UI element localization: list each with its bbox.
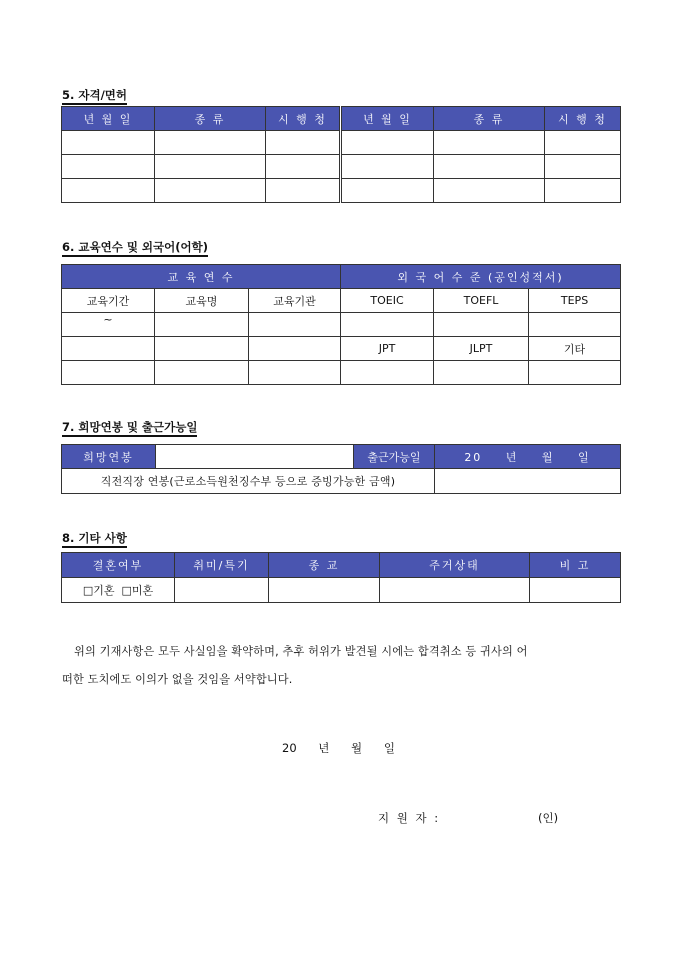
table-cell[interactable] — [62, 361, 155, 385]
table-cell[interactable] — [266, 155, 341, 179]
married-checkbox[interactable]: □기혼 — [82, 584, 115, 597]
header-remarks: 비 고 — [530, 553, 621, 578]
section-6-title: 6. 교육연수 및 외국어(어학) — [62, 240, 208, 257]
pledge-line-1: 위의 기재사항은 모두 사실임을 확약하며, 추후 허위가 발견될 시에는 합격취소 등 귀사의 어 — [74, 645, 528, 658]
start-date-field[interactable]: 20 년 월 일 — [435, 445, 621, 469]
header-residence: 주거상태 — [380, 553, 530, 578]
label-course: 교육명 — [155, 289, 249, 313]
label-jpt: JPT — [341, 337, 434, 361]
table-cell[interactable] — [249, 313, 341, 337]
header-type-2: 종 류 — [434, 107, 545, 131]
table-cell[interactable] — [341, 179, 434, 203]
other-table — [61, 552, 621, 603]
table-cell[interactable] — [175, 578, 269, 603]
marital-options — [62, 578, 175, 603]
table-row — [62, 131, 621, 155]
table-cell[interactable] — [62, 131, 155, 155]
table-cell[interactable] — [155, 361, 249, 385]
header-issuer: 시 행 청 — [266, 107, 341, 131]
table-cell[interactable] — [62, 179, 155, 203]
header-marital: 결혼여부 — [62, 553, 175, 578]
table-cell[interactable] — [62, 337, 155, 361]
pledge-paragraph — [62, 638, 622, 694]
table-row — [62, 179, 621, 203]
table-cell[interactable] — [529, 361, 621, 385]
section-8-title: 8. 기타 사항 — [62, 531, 127, 548]
pledge-line-2: 떠한 도치에도 이의가 없을 것임을 서약합니다. — [62, 673, 293, 686]
education-table — [61, 264, 621, 385]
table-row — [62, 155, 621, 179]
table-cell[interactable] — [266, 179, 341, 203]
salary-table — [61, 444, 621, 494]
table-row — [62, 313, 621, 337]
label-toefl: TOEFL — [434, 289, 529, 313]
previous-salary-field[interactable] — [435, 469, 621, 494]
header-hobby: 취미/특기 — [175, 553, 269, 578]
table-cell[interactable] — [545, 131, 621, 155]
table-cell[interactable] — [434, 361, 529, 385]
table-cell[interactable] — [155, 337, 249, 361]
label-jlpt: JLPT — [434, 337, 529, 361]
table-cell[interactable] — [249, 337, 341, 361]
table-cell[interactable] — [545, 155, 621, 179]
table-cell[interactable] — [380, 578, 530, 603]
header-training: 교 육 연 수 — [62, 265, 341, 289]
table-cell[interactable] — [529, 313, 621, 337]
period-tilde[interactable]: ~ — [62, 313, 155, 337]
table-cell[interactable] — [155, 313, 249, 337]
table-cell[interactable] — [434, 179, 545, 203]
table-cell[interactable] — [62, 155, 155, 179]
section-7-title: 7. 희망연봉 및 출근가능일 — [62, 420, 197, 437]
table-cell[interactable] — [434, 313, 529, 337]
header-desired-salary: 희망연봉 — [62, 445, 156, 469]
label-toeic: TOEIC — [341, 289, 434, 313]
signature-date: 20 년 월 일 — [282, 741, 395, 755]
table-cell[interactable] — [341, 313, 434, 337]
table-row — [62, 578, 621, 603]
section-5-title: 5. 자격/면허 — [62, 88, 127, 105]
table-row — [62, 361, 621, 385]
header-date-2: 년 월 일 — [341, 107, 434, 131]
header-language: 외 국 어 수 준 (공인성적서) — [341, 265, 621, 289]
label-institute: 교육기관 — [249, 289, 341, 313]
previous-salary-label: 직전직장 연봉(근로소득원천징수부 등으로 증빙가능한 금액) — [62, 469, 435, 494]
table-cell[interactable] — [249, 361, 341, 385]
table-cell[interactable] — [266, 131, 341, 155]
table-cell[interactable] — [341, 361, 434, 385]
seal-label: (인) — [538, 811, 559, 825]
table-cell[interactable] — [269, 578, 380, 603]
table-cell[interactable] — [545, 179, 621, 203]
table-cell[interactable] — [155, 131, 266, 155]
license-table — [61, 106, 621, 203]
table-cell[interactable] — [434, 131, 545, 155]
header-religion: 종 교 — [269, 553, 380, 578]
header-start-date: 출근가능일 — [354, 445, 435, 469]
table-cell[interactable] — [341, 131, 434, 155]
header-issuer-2: 시 행 청 — [545, 107, 621, 131]
single-checkbox[interactable]: □미혼 — [121, 584, 154, 597]
label-teps: TEPS — [529, 289, 621, 313]
label-other: 기타 — [529, 337, 621, 361]
table-cell[interactable] — [341, 155, 434, 179]
table-cell[interactable] — [155, 155, 266, 179]
label-period: 교육기간 — [62, 289, 155, 313]
table-cell[interactable] — [530, 578, 621, 603]
table-cell[interactable] — [155, 179, 266, 203]
table-cell[interactable] — [434, 155, 545, 179]
applicant-label: 지 원 자 : — [378, 811, 441, 825]
table-row — [62, 337, 621, 361]
desired-salary-field[interactable] — [156, 445, 354, 469]
header-date: 년 월 일 — [62, 107, 155, 131]
header-type: 종 류 — [155, 107, 266, 131]
